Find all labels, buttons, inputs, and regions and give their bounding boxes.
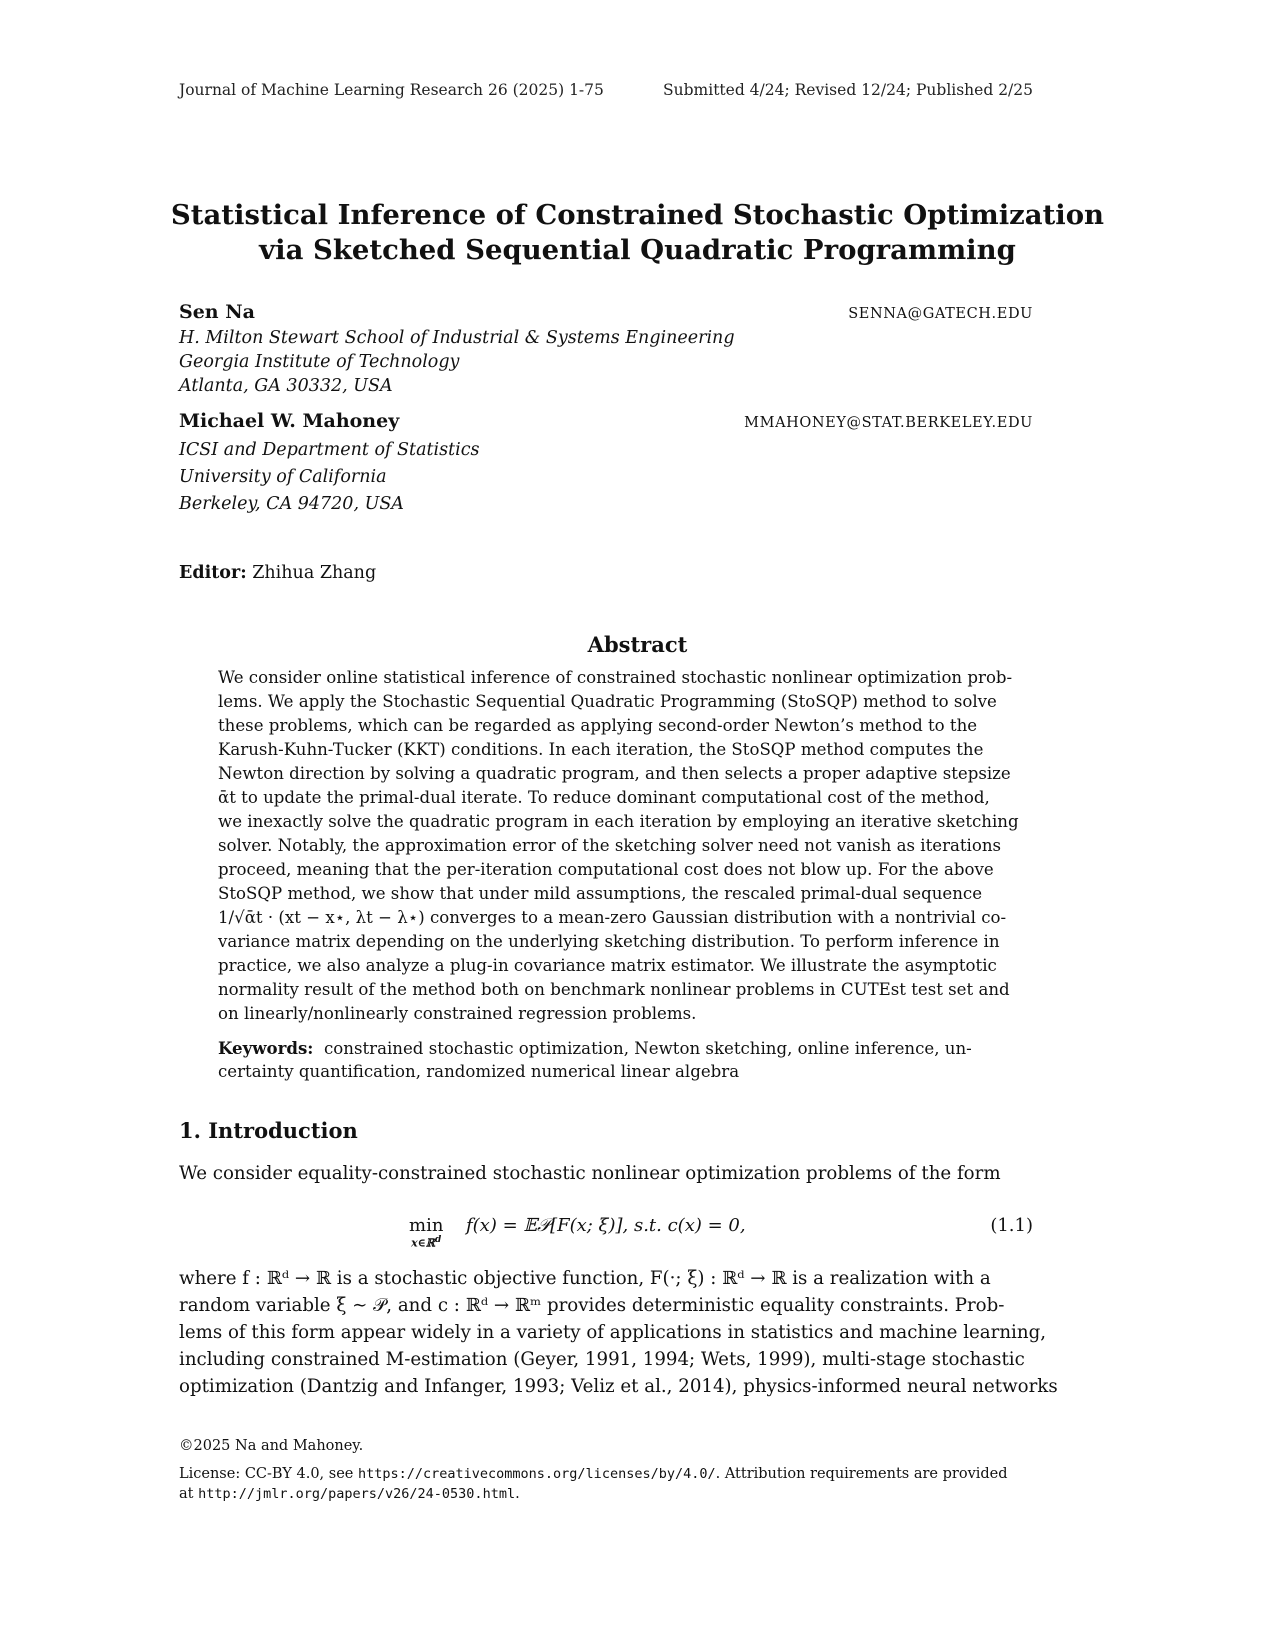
abstract-line: 1/√ᾱt · (xt − x⋆, λt − λ⋆) converges to a mean-zero Gaussian distribution with a nontrivial co- [218, 908, 1007, 927]
abstract-line: normality result of the method both on benchmark nonlinear problems in CUTEst test set and [218, 980, 1010, 999]
equation-number: (1.1) [990, 1215, 1033, 1236]
author-name: Michael W. Mahoney [179, 410, 400, 432]
author-affiliation-line: Georgia Institute of Technology [179, 352, 460, 372]
author-affiliation-line: ICSI and Department of Statistics [179, 440, 480, 460]
equation-subscript: x∈ℝ$^d$ [411, 1234, 442, 1250]
equation-body: f(x) = 𝔼𝒫[F(x; ξ)], s.t. c(x) = 0, [466, 1215, 746, 1236]
keywords-label: Keywords: [218, 1038, 314, 1058]
abstract-line: proceed, meaning that the per-iteration computational cost does not blow up. For the above [218, 860, 994, 879]
editor-line [179, 563, 376, 583]
editor-name: Zhihua Zhang [252, 563, 377, 583]
author-affiliation-line: Atlanta, GA 30332, USA [179, 376, 393, 396]
body-text-line: lems of this form appear widely in a variety of applications in statistics and machine learning, [179, 1322, 1046, 1343]
submission-dates: Submitted 4/24; Revised 12/24; Published 2/25 [663, 81, 1033, 99]
keywords-line [218, 1036, 972, 1061]
license-end: . [515, 1486, 520, 1502]
abstract-line: we inexactly solve the quadratic program in each iteration by employing an iterative sketching [218, 812, 1019, 831]
license-suffix: . Attribution requirements are provided [715, 1466, 1008, 1482]
abstract-line: variance matrix depending on the underlying sketching distribution. To perform inference in [218, 932, 1000, 951]
abstract-line: these problems, which can be regarded as applying second-order Newton’s method to the [218, 716, 978, 735]
equation-operator [409, 1215, 443, 1250]
abstract-heading: Abstract [587, 632, 688, 657]
author-affiliation-line: H. Milton Stewart School of Industrial & Systems Engineering [179, 328, 735, 348]
license-link[interactable]: https://creativecommons.org/licenses/by/4.0/ [357, 1466, 716, 1482]
editor-label: Editor: [179, 563, 247, 583]
copyright-notice: ©2025 Na and Mahoney. [179, 1438, 364, 1454]
license-at: at [179, 1486, 199, 1502]
abstract-line: StoSQP method, we show that under mild assumptions, the rescaled primal-dual sequence [218, 884, 983, 903]
abstract-line: Karush-Kuhn-Tucker (KKT) conditions. In each iteration, the StoSQP method computes the [218, 740, 984, 759]
body-text-line: random variable ξ ∼ 𝒫, and c : ℝᵈ → ℝᵐ provides deterministic equality constraints. Prob- [179, 1295, 1005, 1316]
author-affiliation-line: University of California [179, 467, 387, 487]
author-name: Sen Na [179, 301, 255, 323]
paper-title-line-2: via Sketched Sequential Quadratic Programming [259, 234, 1016, 266]
author-affiliation-line: Berkeley, CA 94720, USA [179, 494, 404, 514]
paper-title-line-1: Statistical Inference of Constrained Stochastic Optimization [170, 199, 1105, 231]
body-text-line: including constrained M-estimation (Geyer, 1991, 1994; Wets, 1999), multi-stage stochastic [179, 1349, 1025, 1370]
body-text-line: where f : ℝᵈ → ℝ is a stochastic objective function, F(·; ξ) : ℝᵈ → ℝ is a realization with a [179, 1268, 991, 1289]
body-text-line: We consider equality-constrained stochastic nonlinear optimization problems of the form [179, 1163, 1001, 1184]
keywords-text: constrained stochastic optimization, Newton sketching, online inference, un- [324, 1039, 972, 1058]
license-line [179, 1466, 1008, 1482]
body-text-line: optimization (Dantzig and Infanger, 1993; Veliz et al., 2014), physics-informed neural networks [179, 1376, 1058, 1397]
abstract-line: on linearly/nonlinearly constrained regression problems. [218, 1004, 697, 1023]
abstract-line: We consider online statistical inference of constrained stochastic nonlinear optimization prob- [218, 668, 1013, 687]
license-line [179, 1486, 520, 1502]
abstract-line: ᾱt to update the primal-dual iterate. To reduce dominant computational cost of the method, [218, 788, 990, 807]
author-email[interactable]: MMAHONEY@STAT.BERKELEY.EDU [744, 415, 1033, 431]
license-prefix: License: CC-BY 4.0, see [179, 1466, 358, 1482]
keywords-line: certainty quantification, randomized numerical linear algebra [218, 1062, 740, 1081]
author-email[interactable]: SENNA@GATECH.EDU [848, 306, 1033, 322]
abstract-line: lems. We apply the Stochastic Sequential Quadratic Programming (StoSQP) method to solve [218, 692, 997, 711]
abstract-line: Newton direction by solving a quadratic program, and then selects a proper adaptive stepsize [218, 764, 1011, 783]
equation-min: min [409, 1215, 444, 1236]
paper-link[interactable]: http://jmlr.org/papers/v26/24-0530.html [198, 1486, 516, 1502]
section-heading: 1. Introduction [179, 1118, 358, 1143]
journal-header: Journal of Machine Learning Research 26 (2025) 1-75 [179, 81, 604, 99]
abstract-line: practice, we also analyze a plug-in covariance matrix estimator. We illustrate the asymptotic [218, 956, 997, 975]
abstract-line: solver. Notably, the approximation error of the sketching solver need not vanish as iterations [218, 836, 1002, 855]
